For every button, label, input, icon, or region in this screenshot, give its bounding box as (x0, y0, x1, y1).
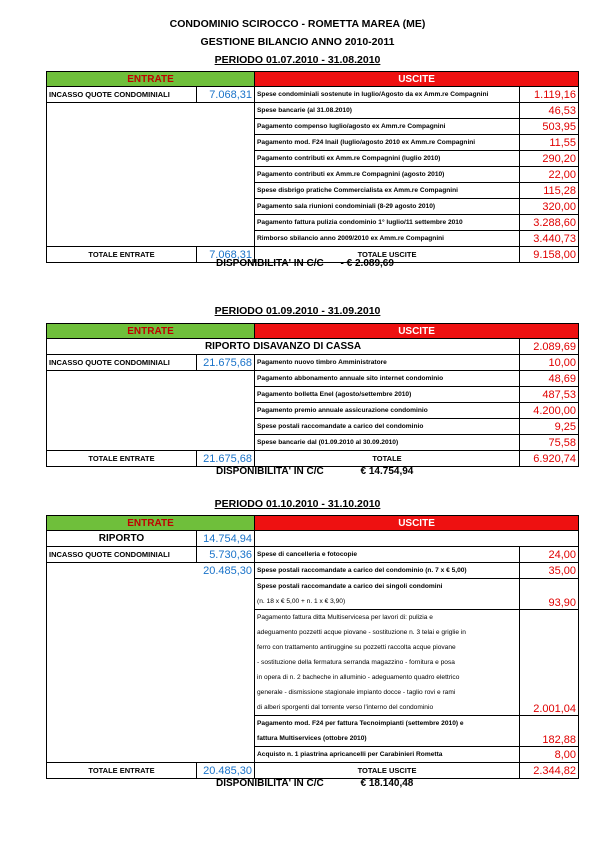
total-expense-amount: 2.344,82 (520, 763, 579, 779)
empty-income-area (47, 371, 255, 451)
expense-amount: 503,95 (520, 119, 579, 135)
expense-desc: Pagamento fattura pulizia condominio 1° luglio/11 settembre 2010 (255, 215, 520, 231)
balance-label: DISPONIBILITA' IN C/C (216, 258, 324, 269)
expense-desc: Spese disbrigo pratiche Commercialista ex Amm.re Compagnini (255, 183, 520, 199)
expense-desc: Rimborso sbilancio anno 2009/2010 ex Amm.re Compagnini (255, 231, 520, 247)
balance-value: € 14.754,94 (360, 466, 414, 477)
period-2-balance (216, 466, 413, 477)
entrate-header: ENTRATE (47, 72, 255, 87)
income-amount: 5.730,36 (197, 547, 255, 563)
riporto-label: RIPORTO (47, 531, 197, 547)
total-expense-label: TOTALE USCITE (255, 247, 520, 263)
expense-amount: 10,00 (520, 355, 579, 371)
expense-desc: Pagamento premio annuale assicurazione condominio (255, 403, 520, 419)
expense-desc: Pagamento contributi ex Amm.re Compagnini (luglio 2010) (255, 151, 520, 167)
total-expense-amount: 6.920,74 (520, 451, 579, 467)
expense-amount: 2.001,04 (520, 610, 579, 716)
balance-label: DISPONIBILITA' IN C/C (216, 466, 324, 477)
expense-desc: Pagamento compenso luglio/agosto ex Amm.re Compagnini (255, 119, 520, 135)
empty-income-area (47, 579, 255, 763)
expense-desc: Pagamento nuovo timbro Amministratore (255, 355, 520, 371)
expense-desc: Pagamento mod. F24 Inail (luglio/agosto 2010 ex Amm.re Compagnini (255, 135, 520, 151)
expense-amount: 1.119,16 (520, 87, 579, 103)
balance-label: DISPONIBILITA' IN C/C (216, 778, 324, 789)
period-3-title: PERIODO 01.10.2010 - 31.10.2010 (214, 498, 381, 510)
expense-desc: Pagamento sala riunioni condominiali (8-29 agosto 2010) (255, 199, 520, 215)
expense-amount: 24,00 (520, 547, 579, 563)
expense-desc-line: - sostituzione della fermatura serranda magazzino - fornitura e posa (257, 659, 455, 666)
expense-desc (255, 610, 520, 716)
expense-amount: 320,00 (520, 199, 579, 215)
expense-amount: 75,58 (520, 435, 579, 451)
expense-desc-line: adeguamento pozzetti acque piovane - sostituzione n. 3 telai e griglie in (257, 629, 466, 636)
period-1-table (46, 71, 579, 263)
period-2-table (46, 323, 579, 467)
expense-amount: 3.440,73 (520, 231, 579, 247)
expense-amount: 11,55 (520, 135, 579, 151)
expense-desc-line: Spese postali raccomandate a carico dei singoli condomini (257, 583, 443, 590)
riporto-label: RIPORTO DISAVANZO DI CASSA (47, 339, 520, 355)
expense-desc-line: fattura Multiservices (ottobre 2010) (257, 735, 367, 742)
expense-amount: 290,20 (520, 151, 579, 167)
income-amount: 7.068,31 (197, 87, 255, 103)
riporto-amount: 14.754,94 (197, 531, 255, 547)
empty-cell (47, 563, 197, 579)
period-2-title: PERIODO 01.09.2010 - 31.09.2010 (214, 305, 381, 317)
expense-desc: Spese condominiali sostenute in luglio/Agosto da ex Amm.re Compagnini (255, 87, 520, 103)
expense-desc: Acquisto n. 1 piastrina apricancelli per Carabinieri Rometta (255, 747, 520, 763)
income-label: INCASSO QUOTE CONDOMINIALI (47, 87, 197, 103)
empty-income-area (47, 103, 255, 247)
income-label: INCASSO QUOTE CONDOMINIALI (47, 547, 197, 563)
expense-amount: 8,00 (520, 747, 579, 763)
document-title: CONDOMINIO SCIROCCO - ROMETTA MAREA (ME) (169, 18, 426, 30)
period-3-balance (216, 778, 413, 789)
expense-desc-line: generale - dismissione stagionale impianto docce - taglio rovi e rami (257, 689, 456, 696)
expense-desc: Pagamento contributi ex Amm.re Compagnini (agosto 2010) (255, 167, 520, 183)
period-1-title: PERIODO 01.07.2010 - 31.08.2010 (214, 54, 381, 66)
expense-desc: Pagamento abbonamento annuale sito internet condominio (255, 371, 520, 387)
expense-desc: Spese postali raccomandate a carico del condominio (n. 7 x € 5,00) (255, 563, 520, 579)
expense-amount: 48,69 (520, 371, 579, 387)
expense-desc: Spese di cancelleria e fotocopie (255, 547, 520, 563)
expense-amount: 9,25 (520, 419, 579, 435)
income-label: INCASSO QUOTE CONDOMINIALI (47, 355, 197, 371)
expense-amount: 182,88 (520, 716, 579, 747)
balance-value: € 18.140,48 (360, 778, 414, 789)
total-income-amount: 7.068,31 (197, 247, 255, 263)
uscite-header: USCITE (255, 324, 579, 339)
balance-value: - € 2.089,69 (340, 258, 394, 269)
total-expense-amount: 9.158,00 (520, 247, 579, 263)
expense-desc-line: Pagamento mod. F24 per fattura Tecnoimpianti (settembre 2010) e (257, 720, 464, 727)
total-expense-label: TOTALE (255, 451, 520, 467)
document-subtitle: GESTIONE BILANCIO ANNO 2010-2011 (200, 36, 395, 48)
total-expense-label: TOTALE USCITE (255, 763, 520, 779)
expense-desc: Spese bancarie dal (01.09.2010 al 30.09.2010) (255, 435, 520, 451)
empty-cell (255, 531, 579, 547)
total-income-label: TOTALE ENTRATE (47, 247, 197, 263)
expense-amount: 3.288,60 (520, 215, 579, 231)
uscite-header: USCITE (255, 516, 579, 531)
expense-desc: Spese postali raccomandate a carico del condominio (255, 419, 520, 435)
expense-amount: 22,00 (520, 167, 579, 183)
income-amount: 21.675,68 (197, 355, 255, 371)
expense-desc-line: ferro con trattamento antiruggine su pozzetti raccolta acque piovane (257, 644, 456, 651)
total-income-amount: 21.675,68 (197, 451, 255, 467)
riporto-amount: 2.089,69 (520, 339, 579, 355)
expense-amount: 35,00 (520, 563, 579, 579)
entrate-header: ENTRATE (47, 516, 255, 531)
expense-desc: Spese bancarie (al 31.08.2010) (255, 103, 520, 119)
period-1-balance (216, 258, 394, 269)
expense-amount: 4.200,00 (520, 403, 579, 419)
expense-amount: 115,28 (520, 183, 579, 199)
expense-desc-line: Pagamento fattura ditta Multiservicesa per lavori di: pulizia e (257, 614, 433, 621)
total-income-label: TOTALE ENTRATE (47, 763, 197, 779)
expense-amount: 487,53 (520, 387, 579, 403)
total-income-amount: 20.485,30 (197, 763, 255, 779)
expense-desc (255, 579, 520, 610)
expense-desc: Pagamento bolletta Enel (agosto/settembre 2010) (255, 387, 520, 403)
entrate-header: ENTRATE (47, 324, 255, 339)
total-income-label: TOTALE ENTRATE (47, 451, 197, 467)
expense-amount: 93,90 (520, 579, 579, 610)
expense-desc (255, 716, 520, 747)
expense-amount: 46,53 (520, 103, 579, 119)
expense-desc-line: di alberi sporgenti dal torrente verso l'interno del condominio (257, 704, 434, 711)
expense-desc-line: (n. 18 x € 5,00 + n. 1 x € 3,90) (257, 598, 346, 605)
uscite-header: USCITE (255, 72, 579, 87)
income-subtotal: 20.485,30 (197, 563, 255, 579)
expense-desc-line: in opera di n. 2 bacheche in alluminio - adeguamento quadro elettrico (257, 674, 460, 681)
period-3-table (46, 515, 579, 779)
